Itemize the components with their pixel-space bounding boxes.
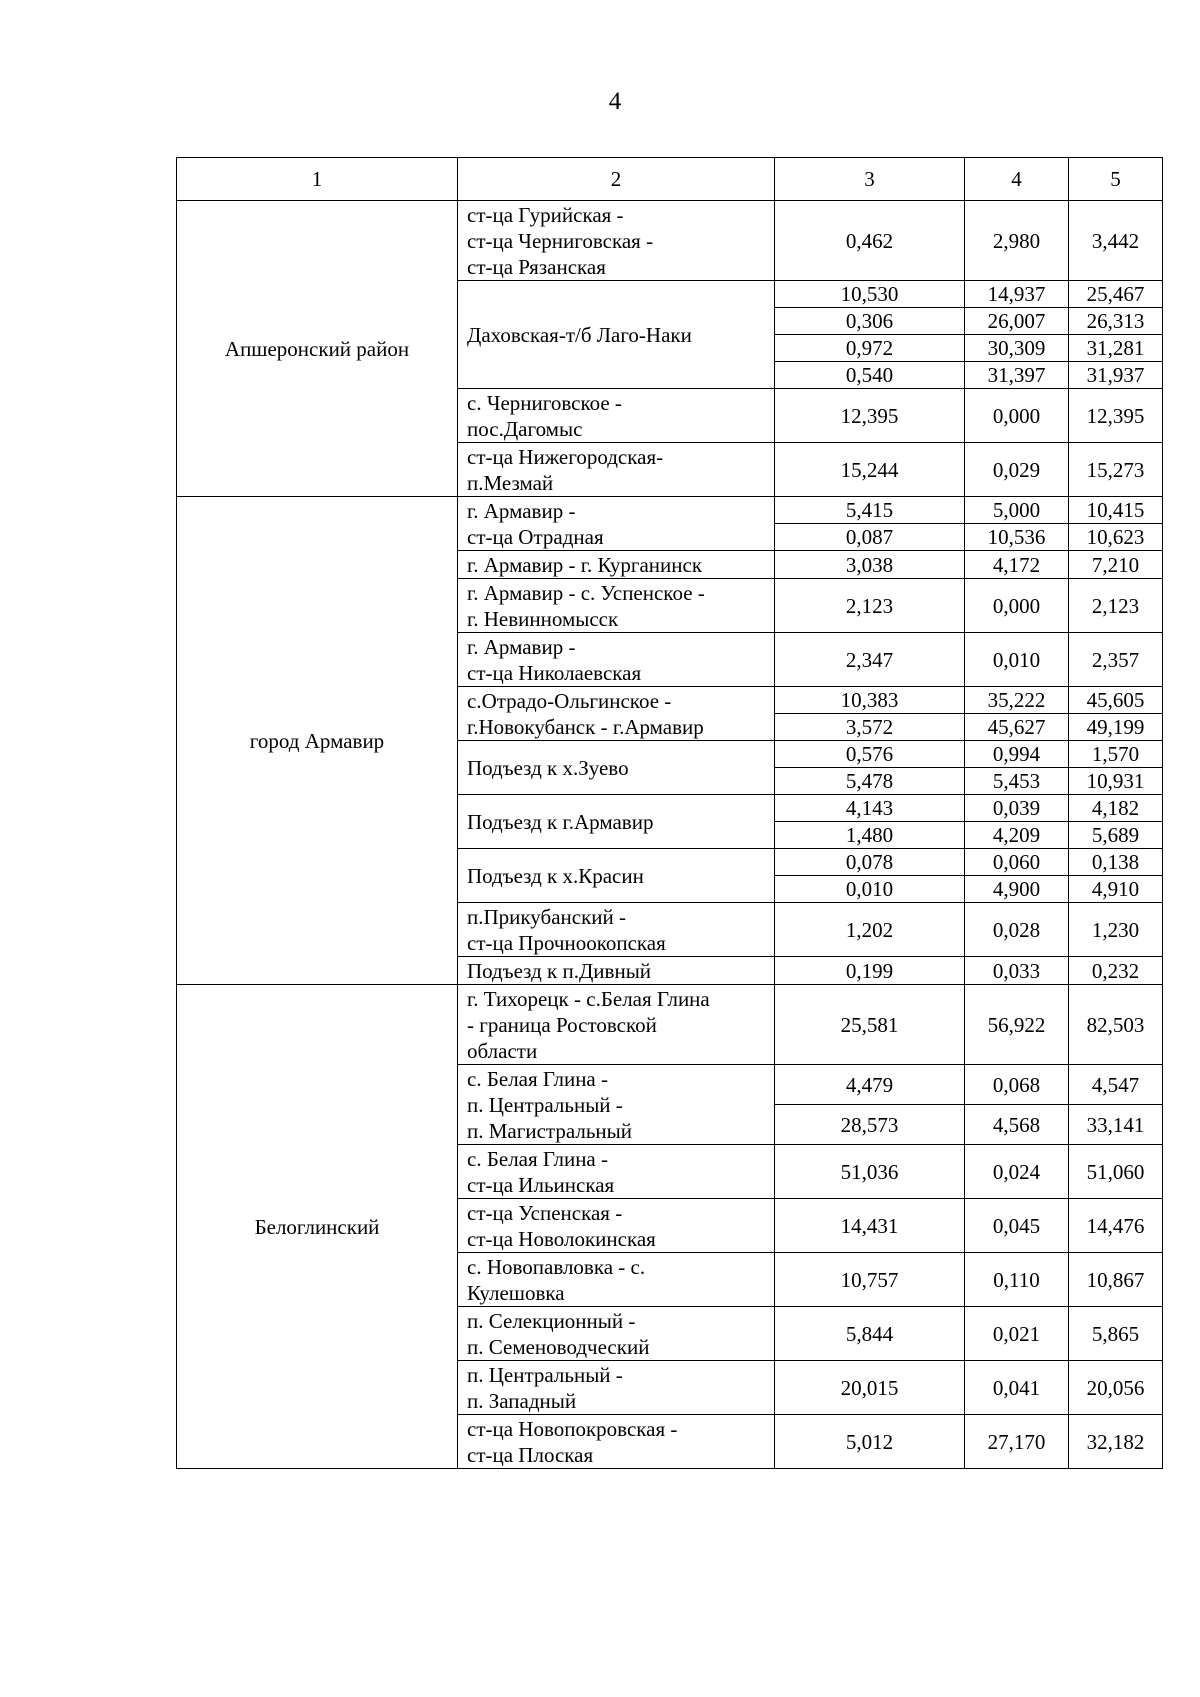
route-name-cell bbox=[458, 957, 775, 985]
route-name-cell bbox=[458, 1145, 775, 1199]
value-col4-cell: 0,110 bbox=[965, 1253, 1069, 1307]
value-col4-cell: 4,568 bbox=[965, 1105, 1069, 1145]
value-col4-cell: 0,060 bbox=[965, 849, 1069, 876]
route-name-line: ст-ца Успенская - bbox=[467, 1200, 623, 1225]
value-col3-cell: 0,306 bbox=[775, 308, 965, 335]
value-col4-cell: 0,021 bbox=[965, 1307, 1069, 1361]
value-col5-cell: 32,182 bbox=[1069, 1415, 1163, 1469]
value-col5-cell: 5,865 bbox=[1069, 1307, 1163, 1361]
route-name-line: ст-ца Отрадная bbox=[467, 524, 604, 549]
value-col4-cell: 14,937 bbox=[965, 281, 1069, 308]
route-name-cell bbox=[458, 1199, 775, 1253]
value-col4-cell: 45,627 bbox=[965, 714, 1069, 741]
value-col3-cell: 14,431 bbox=[775, 1199, 965, 1253]
value-col4-cell: 0,039 bbox=[965, 795, 1069, 822]
route-name-line: Подъезд к п.Дивный bbox=[467, 958, 652, 983]
route-name-cell bbox=[458, 1065, 775, 1145]
route-name-line: Подъезд к х.Зуево bbox=[467, 755, 629, 780]
value-col5-cell: 31,937 bbox=[1069, 362, 1163, 389]
route-name-cell bbox=[458, 741, 775, 795]
value-col5-cell: 4,910 bbox=[1069, 876, 1163, 903]
value-col3-cell: 0,576 bbox=[775, 741, 965, 768]
value-col5-cell: 1,230 bbox=[1069, 903, 1163, 957]
route-name-line: п. Центральный - bbox=[467, 1092, 623, 1117]
value-col4-cell: 27,170 bbox=[965, 1415, 1069, 1469]
header-row bbox=[177, 158, 1163, 201]
value-col3-cell: 4,143 bbox=[775, 795, 965, 822]
value-col3-cell: 5,415 bbox=[775, 497, 965, 524]
route-name-line: г. Армавир - с. Успенское - bbox=[467, 580, 705, 605]
route-name-line: ст-ца Гурийская - bbox=[467, 202, 624, 227]
route-name-cell bbox=[458, 633, 775, 687]
value-col5-cell: 10,867 bbox=[1069, 1253, 1163, 1307]
value-col4-cell: 0,024 bbox=[965, 1145, 1069, 1199]
route-name-line: п.Мезмай bbox=[467, 470, 554, 495]
value-col4-cell: 0,000 bbox=[965, 579, 1069, 633]
route-name-cell bbox=[458, 1307, 775, 1361]
value-col3-cell: 51,036 bbox=[775, 1145, 965, 1199]
value-col3-cell: 5,844 bbox=[775, 1307, 965, 1361]
value-col3-cell: 10,530 bbox=[775, 281, 965, 308]
value-col4-cell: 4,209 bbox=[965, 822, 1069, 849]
value-col3-cell: 20,015 bbox=[775, 1361, 965, 1415]
value-col5-cell: 51,060 bbox=[1069, 1145, 1163, 1199]
route-name-line: ст-ца Новолокинская bbox=[467, 1226, 656, 1251]
route-name-cell bbox=[458, 687, 775, 741]
route-name-line: с. Белая Глина - bbox=[467, 1146, 608, 1171]
value-col4-cell: 35,222 bbox=[965, 687, 1069, 714]
roads-table bbox=[176, 157, 1163, 1469]
value-col3-cell: 10,383 bbox=[775, 687, 965, 714]
route-name-line: г. Армавир - bbox=[467, 498, 576, 523]
route-name-line: пос.Дагомыс bbox=[467, 416, 583, 441]
value-col3-cell: 5,478 bbox=[775, 768, 965, 795]
value-col4-cell: 31,397 bbox=[965, 362, 1069, 389]
value-col3-cell: 10,757 bbox=[775, 1253, 965, 1307]
route-name-line: г.Новокубанск - г.Армавир bbox=[467, 714, 704, 739]
route-name-line: Даховская-т/б Лаго-Наки bbox=[467, 322, 692, 347]
route-name-line: Подъезд к х.Красин bbox=[467, 863, 644, 888]
value-col3-cell: 25,581 bbox=[775, 985, 965, 1065]
route-name-line: п. Селекционный - bbox=[467, 1308, 636, 1333]
value-col5-cell: 20,056 bbox=[1069, 1361, 1163, 1415]
district-cell: Апшеронский район bbox=[177, 201, 458, 497]
value-col4-cell: 0,994 bbox=[965, 741, 1069, 768]
value-col5-cell: 10,623 bbox=[1069, 524, 1163, 551]
route-name-line: с. Черниговское - bbox=[467, 390, 622, 415]
value-col5-cell: 10,415 bbox=[1069, 497, 1163, 524]
value-col5-cell: 31,281 bbox=[1069, 335, 1163, 362]
route-name-line: ст-ца Прочноокопская bbox=[467, 930, 666, 955]
route-name-line: г. Невинномысск bbox=[467, 606, 619, 631]
route-name-cell bbox=[458, 903, 775, 957]
route-name-line: с.Отрадо-Ольгинское - bbox=[467, 688, 672, 713]
route-name-line: ст-ца Новопокровская - bbox=[467, 1416, 678, 1441]
value-col5-cell: 26,313 bbox=[1069, 308, 1163, 335]
route-name-cell bbox=[458, 443, 775, 497]
value-col3-cell: 12,395 bbox=[775, 389, 965, 443]
route-name-line: с. Белая Глина - bbox=[467, 1066, 608, 1091]
route-name-line: г. Армавир - bbox=[467, 634, 576, 659]
header-cell: 1 bbox=[177, 158, 458, 201]
value-col4-cell: 0,000 bbox=[965, 389, 1069, 443]
value-col5-cell: 33,141 bbox=[1069, 1105, 1163, 1145]
route-name-cell bbox=[458, 1253, 775, 1307]
value-col5-cell: 1,570 bbox=[1069, 741, 1163, 768]
value-col4-cell: 0,028 bbox=[965, 903, 1069, 957]
route-name-line: Кулешовка bbox=[467, 1280, 565, 1305]
route-name-line: ст-ца Плоская bbox=[467, 1442, 594, 1467]
header-cell: 2 bbox=[458, 158, 775, 201]
table-row bbox=[177, 497, 1163, 524]
header-cell: 4 bbox=[965, 158, 1069, 201]
route-name-cell bbox=[458, 1415, 775, 1469]
value-col5-cell: 5,689 bbox=[1069, 822, 1163, 849]
route-name-line: п.Прикубанский - bbox=[467, 904, 627, 929]
value-col5-cell: 4,547 bbox=[1069, 1065, 1163, 1105]
value-col4-cell: 0,033 bbox=[965, 957, 1069, 985]
value-col3-cell: 0,540 bbox=[775, 362, 965, 389]
route-name-line: ст-ца Николаевская bbox=[467, 660, 642, 685]
value-col4-cell: 5,453 bbox=[965, 768, 1069, 795]
route-name-line: ст-ца Ильинская bbox=[467, 1172, 615, 1197]
route-name-cell bbox=[458, 985, 775, 1065]
value-col3-cell: 28,573 bbox=[775, 1105, 965, 1145]
route-name-line: с. Новопавловка - с. bbox=[467, 1254, 646, 1279]
value-col3-cell: 3,038 bbox=[775, 551, 965, 579]
value-col5-cell: 2,357 bbox=[1069, 633, 1163, 687]
route-name-line: ст-ца Нижегородская- bbox=[467, 444, 664, 469]
table-row bbox=[177, 201, 1163, 281]
value-col3-cell: 0,199 bbox=[775, 957, 965, 985]
route-name-line: п. Центральный - bbox=[467, 1362, 623, 1387]
route-name-line: области bbox=[467, 1038, 538, 1063]
route-name-cell bbox=[458, 551, 775, 579]
route-name-cell bbox=[458, 497, 775, 551]
value-col3-cell: 1,480 bbox=[775, 822, 965, 849]
value-col5-cell: 82,503 bbox=[1069, 985, 1163, 1065]
route-name-cell bbox=[458, 281, 775, 389]
value-col3-cell: 15,244 bbox=[775, 443, 965, 497]
district-cell: Белоглинский bbox=[177, 985, 458, 1469]
value-col4-cell: 56,922 bbox=[965, 985, 1069, 1065]
value-col5-cell: 0,138 bbox=[1069, 849, 1163, 876]
route-name-line: п. Западный bbox=[467, 1388, 577, 1413]
page-number: 4 bbox=[608, 88, 622, 115]
route-name-line: г. Тихорецк - с.Белая Глина bbox=[467, 986, 710, 1011]
value-col3-cell: 3,572 bbox=[775, 714, 965, 741]
value-col4-cell: 0,068 bbox=[965, 1065, 1069, 1105]
value-col5-cell: 4,182 bbox=[1069, 795, 1163, 822]
route-name-line: п. Семеноводческий bbox=[467, 1334, 650, 1359]
value-col4-cell: 26,007 bbox=[965, 308, 1069, 335]
value-col5-cell: 12,395 bbox=[1069, 389, 1163, 443]
value-col5-cell: 2,123 bbox=[1069, 579, 1163, 633]
value-col5-cell: 14,476 bbox=[1069, 1199, 1163, 1253]
value-col5-cell: 10,931 bbox=[1069, 768, 1163, 795]
district-cell: город Армавир bbox=[177, 497, 458, 985]
route-name-cell bbox=[458, 201, 775, 281]
value-col5-cell: 25,467 bbox=[1069, 281, 1163, 308]
value-col5-cell: 15,273 bbox=[1069, 443, 1163, 497]
value-col3-cell: 0,462 bbox=[775, 201, 965, 281]
route-name-cell bbox=[458, 1361, 775, 1415]
value-col5-cell: 0,232 bbox=[1069, 957, 1163, 985]
value-col4-cell: 10,536 bbox=[965, 524, 1069, 551]
route-name-line: - граница Ростовской bbox=[467, 1012, 657, 1037]
value-col4-cell: 4,172 bbox=[965, 551, 1069, 579]
value-col3-cell: 0,078 bbox=[775, 849, 965, 876]
value-col3-cell: 1,202 bbox=[775, 903, 965, 957]
value-col3-cell: 2,123 bbox=[775, 579, 965, 633]
value-col3-cell: 5,012 bbox=[775, 1415, 965, 1469]
value-col4-cell: 0,010 bbox=[965, 633, 1069, 687]
value-col3-cell: 0,972 bbox=[775, 335, 965, 362]
value-col4-cell: 0,045 bbox=[965, 1199, 1069, 1253]
value-col4-cell: 5,000 bbox=[965, 497, 1069, 524]
header-cell: 5 bbox=[1069, 158, 1163, 201]
value-col5-cell: 49,199 bbox=[1069, 714, 1163, 741]
route-name-cell bbox=[458, 389, 775, 443]
route-name-line: п. Магистральный bbox=[467, 1118, 632, 1143]
route-name-line: ст-ца Рязанская bbox=[467, 254, 606, 279]
header-cell: 3 bbox=[775, 158, 965, 201]
value-col4-cell: 2,980 bbox=[965, 201, 1069, 281]
value-col5-cell: 7,210 bbox=[1069, 551, 1163, 579]
route-name-cell bbox=[458, 795, 775, 849]
value-col5-cell: 45,605 bbox=[1069, 687, 1163, 714]
table-body bbox=[177, 158, 1163, 1469]
value-col4-cell: 0,041 bbox=[965, 1361, 1069, 1415]
value-col4-cell: 0,029 bbox=[965, 443, 1069, 497]
value-col3-cell: 0,087 bbox=[775, 524, 965, 551]
table-row bbox=[177, 985, 1163, 1065]
value-col3-cell: 2,347 bbox=[775, 633, 965, 687]
value-col3-cell: 4,479 bbox=[775, 1065, 965, 1105]
route-name-line: ст-ца Черниговская - bbox=[467, 228, 654, 253]
value-col4-cell: 4,900 bbox=[965, 876, 1069, 903]
value-col4-cell: 30,309 bbox=[965, 335, 1069, 362]
route-name-line: Подъезд к г.Армавир bbox=[467, 809, 654, 834]
value-col5-cell: 3,442 bbox=[1069, 201, 1163, 281]
route-name-cell bbox=[458, 579, 775, 633]
route-name-cell bbox=[458, 849, 775, 903]
route-name-line: г. Армавир - г. Курганинск bbox=[467, 552, 703, 577]
value-col3-cell: 0,010 bbox=[775, 876, 965, 903]
